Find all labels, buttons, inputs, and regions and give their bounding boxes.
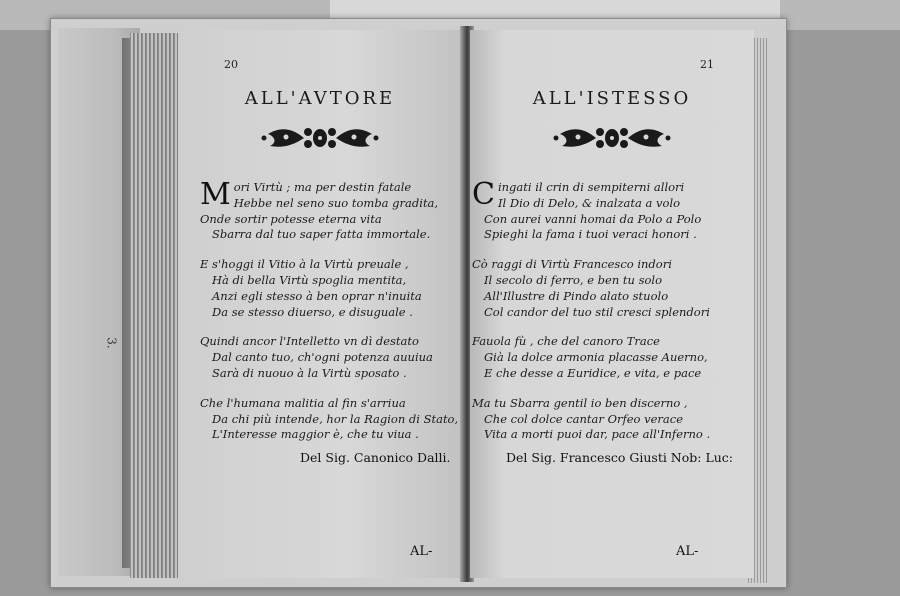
poem-line: Già la dolce armonia placasse Auerno, xyxy=(484,350,708,365)
catchword-left: AL- xyxy=(410,544,433,559)
poem-line: Sarà di nuouo à la Virtù sposato . xyxy=(212,365,407,380)
poem-line: L'Interesse maggior è, che tu viua . xyxy=(212,427,419,442)
ornament-right xyxy=(550,124,674,152)
stanza xyxy=(200,334,455,381)
stanza xyxy=(200,177,455,243)
right-page xyxy=(470,30,754,578)
dropcap-right: C xyxy=(472,177,495,212)
poem-line: Che col dolce cantar Orfeo verace xyxy=(484,411,684,426)
poem-line: E che desse a Euridice, e vita, e pace xyxy=(484,365,702,380)
dropcap-left: M xyxy=(200,177,231,212)
poem-line: Con aurei vanni homai da Polo a Polo xyxy=(484,211,702,226)
stanza xyxy=(200,257,455,320)
poem-line: Fauola fù , che del canoro Trace xyxy=(472,334,660,349)
poem-line: Spieghi la fama i tuoi veraci honori . xyxy=(484,227,697,242)
poem-line: Anzi egli stesso à ben oprar n'inuita xyxy=(212,288,422,303)
poem-line: Da se stesso diuerso, e disuguale . xyxy=(212,304,413,319)
poem-line: Col candor del tuo stil cresci splendori xyxy=(484,304,710,319)
poem-line: Vita a morti puoi dar, pace all'Inferno . xyxy=(484,427,711,442)
poem-line: Onde sortir potesse eterna vita xyxy=(200,211,382,226)
page-stack-left xyxy=(130,33,180,578)
poem-line: ori Virtù ; ma per destin fatale xyxy=(233,180,412,194)
poem-line: All'Illustre di Pindo alato stuolo xyxy=(484,288,669,303)
heading-left: ALL'AVTORE xyxy=(244,88,396,109)
stanza xyxy=(200,395,459,443)
heading-right: ALL'ISTESSO xyxy=(532,88,692,109)
poem-left xyxy=(200,177,459,457)
poem-line: Da chi più intende, hor la Ragion di Stato, xyxy=(212,411,459,426)
poem-line: Dal canto tuo, ch'ogni potenza auuiua xyxy=(212,350,433,365)
poem-line: Il secolo di ferro, e ben tu solo xyxy=(484,272,662,287)
poem-line: Quindi ancor l'Intelletto vn dì destato xyxy=(200,334,419,349)
poem-line: Cò raggi di Virtù Francesco indori xyxy=(472,257,672,272)
poem-line: Sbarra dal tuo saper fatta immortale. xyxy=(212,227,431,242)
page-number-left: 20 xyxy=(224,58,238,71)
attribution-right: Del Sig. Francesco Giusti Nob: Luc: xyxy=(506,450,734,465)
poem-line: Il Dio di Delo, & inalzata a volo xyxy=(497,195,681,210)
stanza xyxy=(472,257,727,320)
poem-line: Hebbe nel seno suo tomba gradita, xyxy=(233,195,439,210)
poem-line: Ma tu Sbarra gentil io ben discerno , xyxy=(472,395,688,410)
stanza xyxy=(472,177,727,243)
attribution-left: Del Sig. Canonico Dalli. xyxy=(300,450,451,465)
poem-line: E s'hoggi il Vitio à la Virtù preuale , xyxy=(200,257,409,272)
left-page xyxy=(178,30,462,578)
stanza xyxy=(472,396,727,443)
stanza xyxy=(472,334,727,381)
page-number-right: 21 xyxy=(700,58,714,71)
poem-line: Che l'humana malitia al fin s'arriua xyxy=(200,395,406,410)
ornament-left xyxy=(260,124,380,152)
poem-line: ingati il crin di sempiterni allori xyxy=(497,180,685,194)
poem-right xyxy=(472,177,727,457)
poem-line: Hà di bella Virtù spoglia mentita, xyxy=(212,272,407,287)
margin-note: 3. xyxy=(104,337,119,349)
catchword-right: AL- xyxy=(676,544,699,559)
